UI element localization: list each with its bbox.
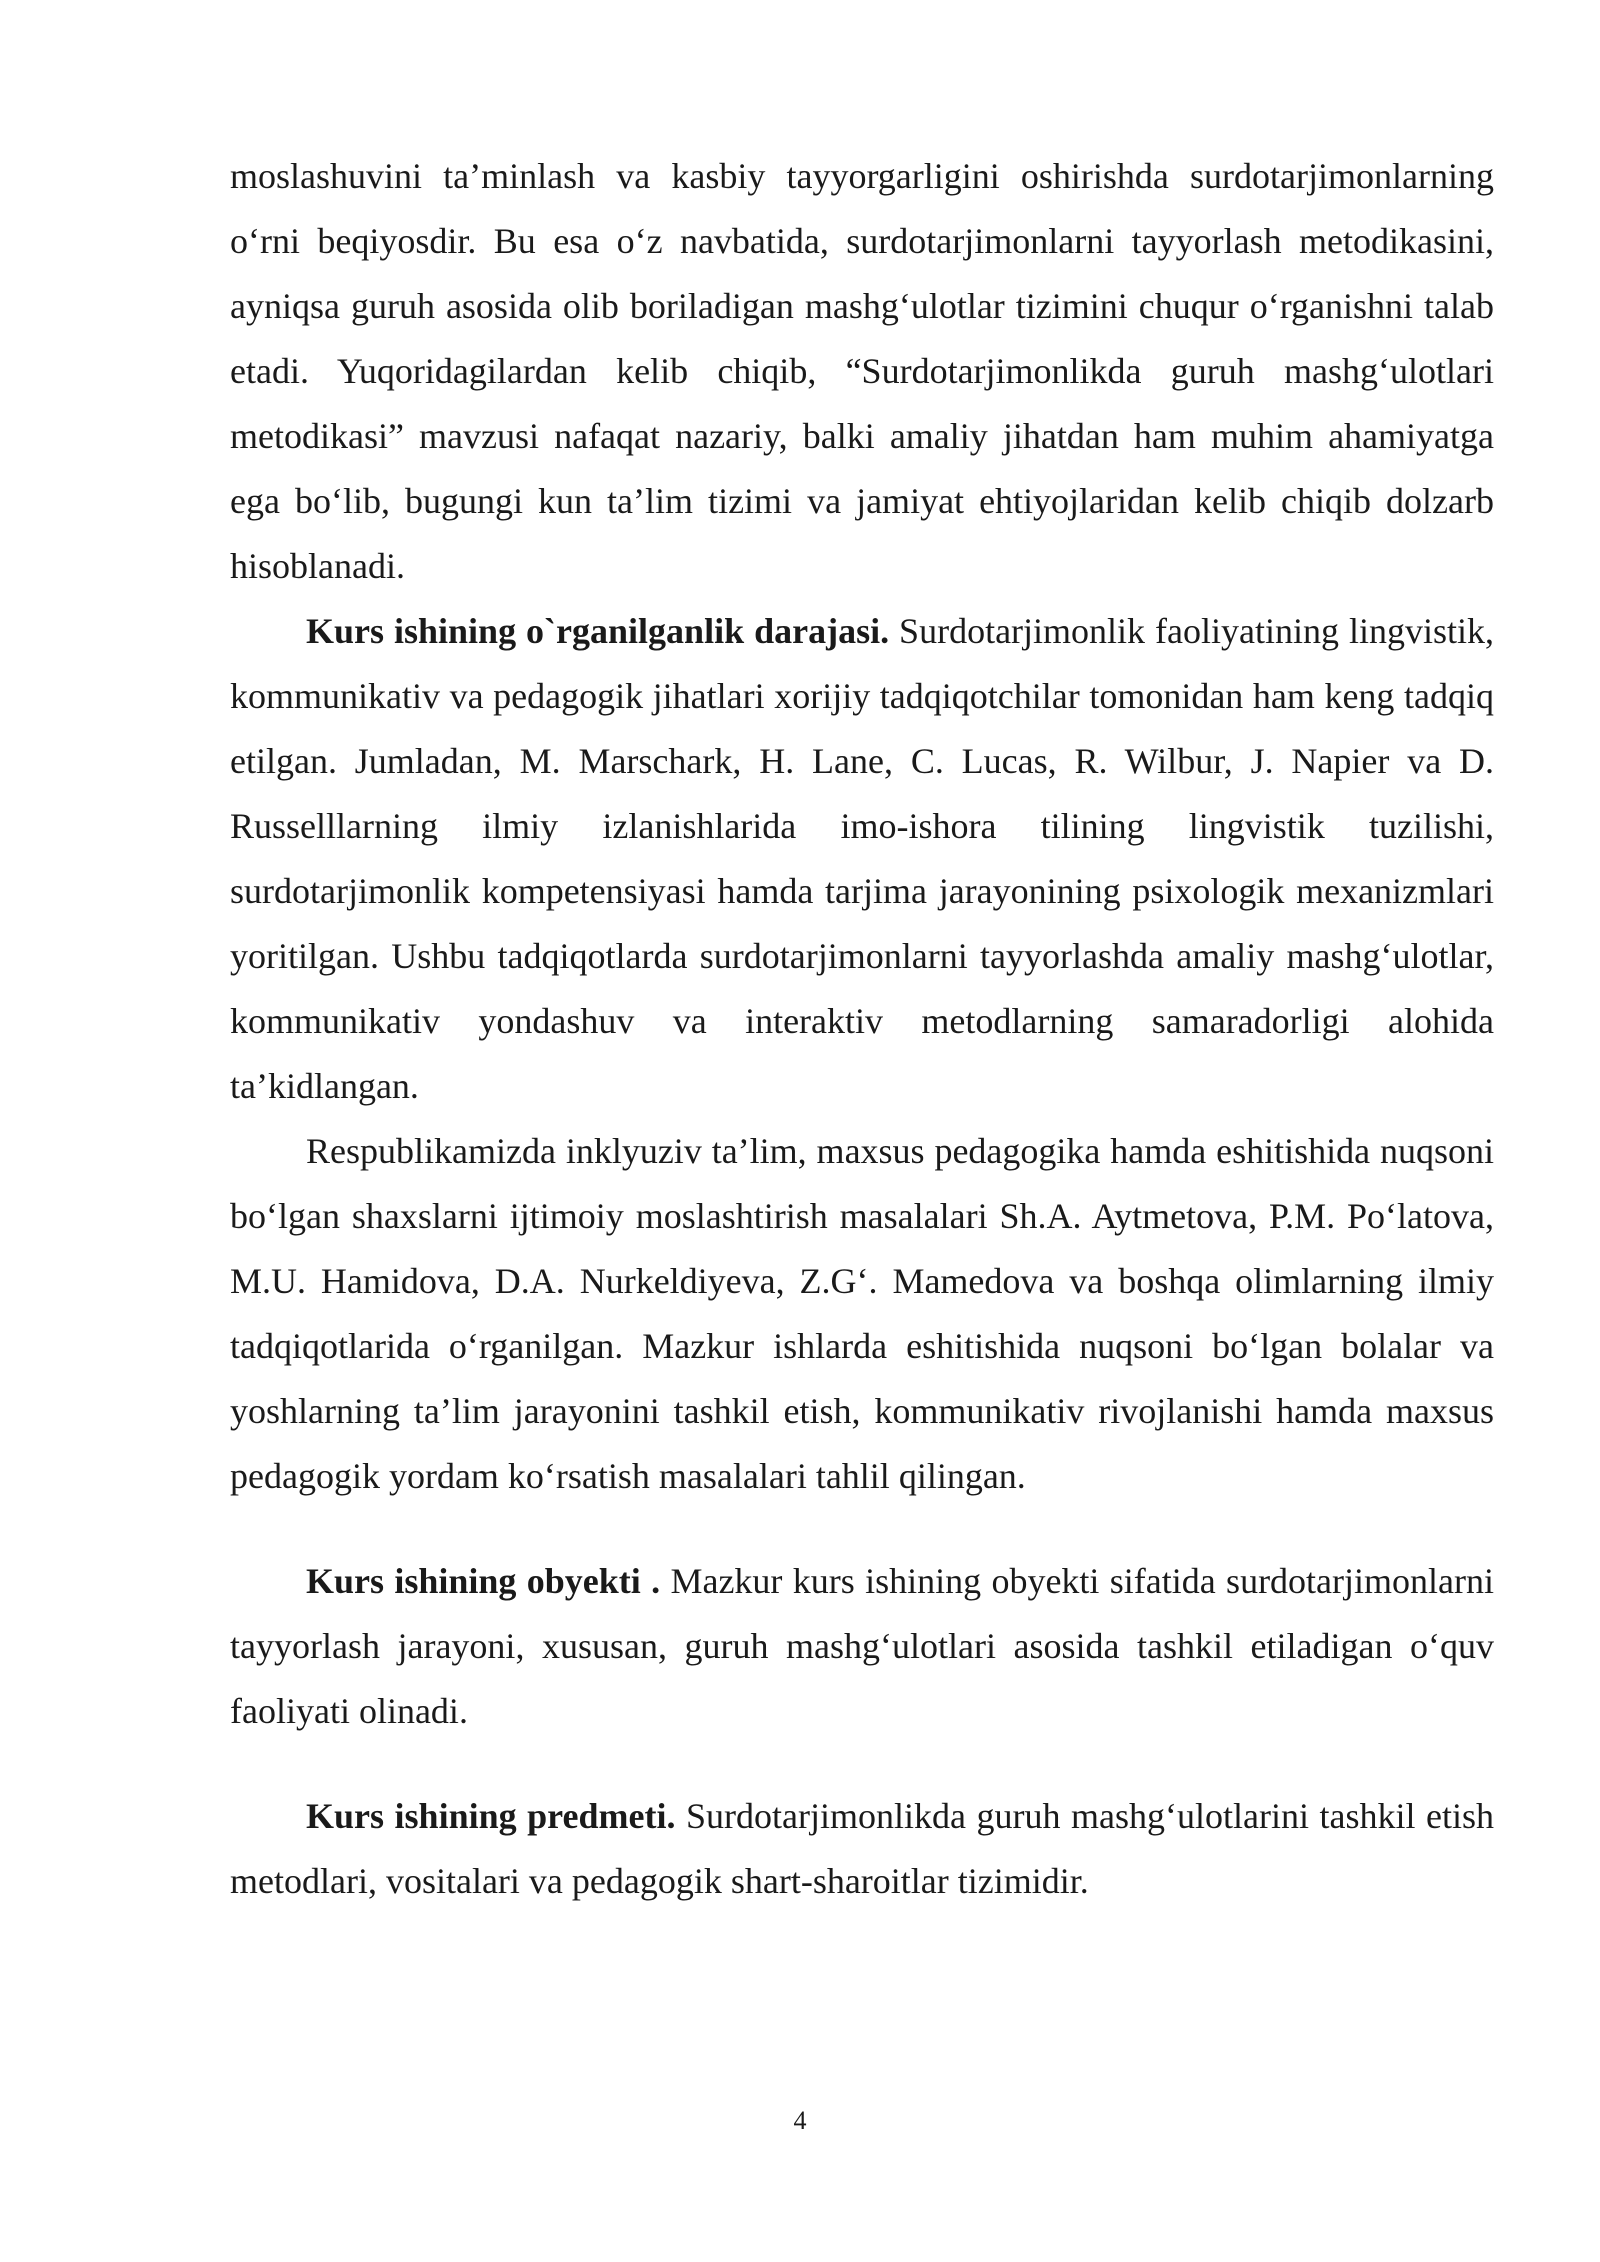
section-heading-research-level: Kurs ishining o`rganilganlik darajasi. — [306, 611, 890, 651]
paragraph-body — [230, 599, 1494, 1119]
paragraph-4 — [230, 1549, 1494, 1744]
paragraph-5 — [230, 1784, 1494, 1914]
paragraph-text: Surdotarjimonlik faoliyatining lingvistik, kommunikativ va pedagogik jihatlari xorijiy tadqiqotchilar tomonidan ham keng tadqiq etilgan. Jumladan, M. Marschark, H. Lane, C. Lucas, R. Wilbur, J. Napier va D. Russelllarning ilmiy izlanishlarida imo-ishora tilining lingvistik tuzilishi, surdotarjimonlik kompetensiyasi hamda tarjima jarayonining psixologik mexanizmlari yoritilgan. Ushbu tadqiqotlarda surdotarjimonlarni tayyorlashda amaliy mashg‘ulotlar, kommunikativ yondashuv va interaktiv metodlarning samaradorligi alohida ta’kidlangan. — [230, 611, 1494, 1106]
paragraph-3 — [230, 1119, 1494, 1509]
paragraph-text: moslashuvini ta’minlash va kasbiy tayyorgarligini oshirishda surdotarjimonlarning o‘rni beqiyosdir. Bu esa o‘z navbatida, surdotarjimonlarni tayyorlash metodikasini, ayniqsa guruh asosida olib boriladigan mashg‘ulotlar tizimini chuqur o‘rganishni talab etadi. Yuqoridagilardan kelib chiqib, “Surdotarjimonlikda guruh mashg‘ulotlari metodikasi” mavzusi nafaqat nazariy, balki amaliy jihatdan ham muhim ahamiyatga ega bo‘lib, bugungi kun ta’lim tizimi va jamiyat ehtiyojlaridan kelib chiqib dolzarb hisoblanadi. — [230, 156, 1494, 586]
paragraph-1 — [230, 144, 1494, 599]
paragraph-body — [230, 1549, 1494, 1744]
paragraph-text: Surdotarjimonlikda guruh mashg‘ulotlarini tashkil etish metodlari, vositalari va pedagogik shart-sharoitlar tizimidir. — [230, 1796, 1494, 1901]
paragraph-2 — [230, 599, 1494, 1119]
paragraph-text: Mazkur kurs ishining obyekti sifatida surdotarjimonlarni tayyorlash jarayoni, xususan, guruh mashg‘ulotlari asosida tashkil etiladigan o‘quv faoliyati olinadi. — [230, 1561, 1495, 1731]
section-heading-subject: Kurs ishining predmeti. — [306, 1796, 676, 1836]
section-heading-object: Kurs ishining obyekti . — [306, 1561, 661, 1601]
page-number: 4 — [793, 2106, 807, 2135]
paragraph-body — [230, 1784, 1494, 1914]
paragraph-text: Respublikamizda inklyuziv ta’lim, maxsus pedagogika hamda eshitishida nuqsoni bo‘lgan shaxslarni ijtimoiy moslashtirish masalalari Sh.A. Aytmetova, P.M. Po‘latova, M.U. Hamidova, D.A. Nurkeldiyeva, Z.G‘. Mamedova va boshqa olimlarning ilmiy tadqiqotlarida o‘rganilgan. Mazkur ishlarda eshitishida nuqsoni bo‘lgan bolalar va yoshlarning ta’lim jarayonini tashkil etish, kommunikativ rivojlanishi hamda maxsus pedagogik yordam ko‘rsatish masalalari tahlil qilingan. — [230, 1131, 1494, 1496]
